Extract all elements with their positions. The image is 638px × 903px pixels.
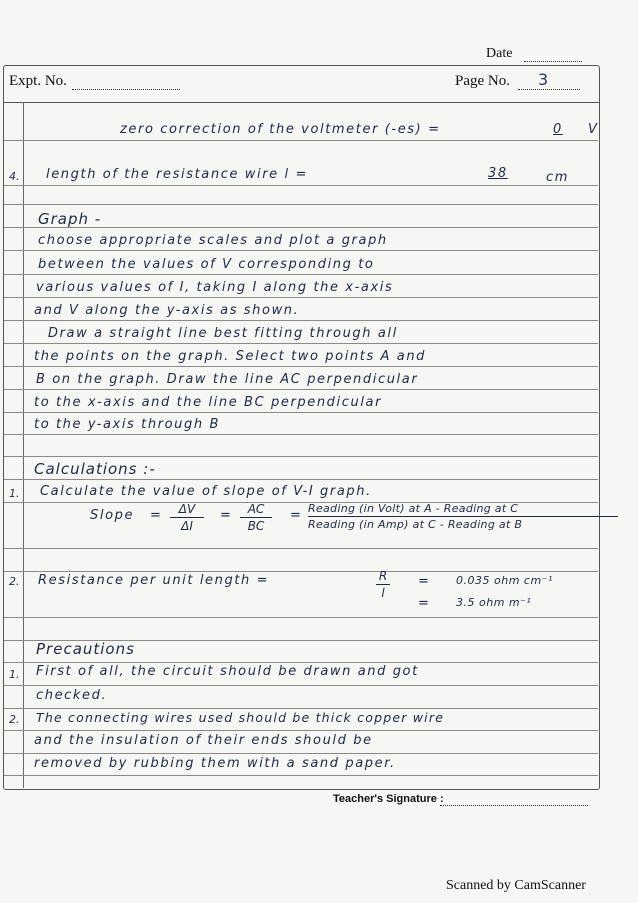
page-number: 3 [538,70,549,89]
graph-line-6: the points on the graph. Select two points A and [34,349,427,364]
graph-line-7: B on the graph. Draw the line AC perpendicular [36,372,419,387]
equals-sign: = [418,574,431,589]
resistance-value-cm: 0.035 ohm cm⁻¹ [456,574,553,587]
ruled-line [4,730,598,731]
equals-sign: = [220,508,233,523]
item-number: 1. [9,668,20,681]
page-no-label: Page No. [455,73,510,89]
fraction-numerator: R [378,569,388,583]
ruled-line [4,548,598,549]
graph-line-9: to the y-axis through B [34,417,220,432]
ruled-line [4,204,598,205]
reading-numerator: Reading (in Volt) at A - Reading at C [308,502,519,515]
ruled-line [4,274,598,275]
zero-correction-text: zero correction of the voltmeter (-es) = [120,122,441,137]
item-number: 2. [9,575,20,588]
ruled-line [4,685,598,686]
resistance-per-length-text: Resistance per unit length = [38,573,270,588]
graph-line-2: between the values of V corresponding to [38,257,375,272]
page-no-field-line [518,89,580,90]
item-number: 4. [9,170,20,183]
graph-line-3: various values of I, taking I along the x-axis [36,280,394,295]
graph-line-4: and V along the y-axis as shown. [34,303,300,318]
date-label: Date [486,46,513,61]
equals-sign: = [418,596,431,611]
wire-length-text: length of the resistance wire l = [46,167,308,182]
ruled-line [4,366,598,367]
wire-length-unit: cm [546,170,570,185]
ruled-line [4,185,598,186]
fraction-denominator: ΔI [181,519,193,533]
ruled-line [4,617,598,618]
ruled-line [4,389,598,390]
ruled-line [4,320,598,321]
graph-line-5: Draw a straight line best fitting through all [48,326,398,341]
teacher-signature-line [440,805,588,806]
fraction-delta-v-over-delta-i [170,502,204,533]
ruled-line [4,343,598,344]
graph-line-1: choose appropriate scales and plot a graph [38,233,388,248]
slope-label: Slope [90,508,135,523]
precaution-1-line-1: First of all, the circuit should be drawn and got [36,664,419,679]
fraction-r-over-l [376,569,390,600]
ruled-line [4,571,598,572]
reading-fraction [308,502,628,531]
ruled-line [4,434,598,435]
ruled-line [4,456,598,457]
calc-1-text: Calculate the value of slope of V-I graph. [40,484,372,499]
calculations-heading: Calculations :- [34,460,156,478]
fraction-numerator: AC [247,502,265,516]
expt-no-label: Expt. No. [9,73,67,89]
precaution-1-line-2: checked. [36,688,108,703]
ruled-line [4,412,598,413]
equals-sign: = [290,508,303,523]
ruled-line [4,775,598,776]
item-number: 1. [9,487,20,500]
fraction-denominator: BC [247,519,265,533]
precaution-2-line-2: and the insulation of their ends should be [34,733,373,748]
scanner-watermark: Scanned by CamScanner [446,878,586,893]
ruled-line [4,479,598,480]
equals-sign: = [150,508,163,523]
ruled-line [4,662,598,663]
resistance-value-m: 3.5 ohm m⁻¹ [456,596,532,609]
precaution-2-line-3: removed by rubbing them with a sand paper. [34,756,396,771]
ruled-line [4,753,598,754]
precaution-2-line-1: The connecting wires used should be thick copper wire [36,710,445,725]
header-divider [3,102,600,103]
wire-length-value: 38 [488,166,508,181]
fraction-ac-over-bc [240,502,272,533]
precautions-heading: Precautions [36,640,135,658]
reading-denominator: Reading (in Amp) at C - Reading at B [308,518,523,531]
ruled-line [4,140,598,141]
ruled-line [4,250,598,251]
graph-heading: Graph - [38,210,102,228]
graph-line-8: to the x-axis and the line BC perpendicular [34,395,383,410]
fraction-denominator: l [381,586,385,600]
date-field-line [524,61,582,62]
fraction-numerator: ΔV [178,502,196,516]
expt-no-field-line [72,89,180,90]
zero-correction-value: 0 [553,122,563,137]
zero-correction-unit: V [588,122,599,137]
item-number: 2. [9,713,20,726]
ruled-line [4,297,598,298]
teacher-signature-label: Teacher's Signature : [333,793,444,805]
ruled-line [4,708,598,709]
